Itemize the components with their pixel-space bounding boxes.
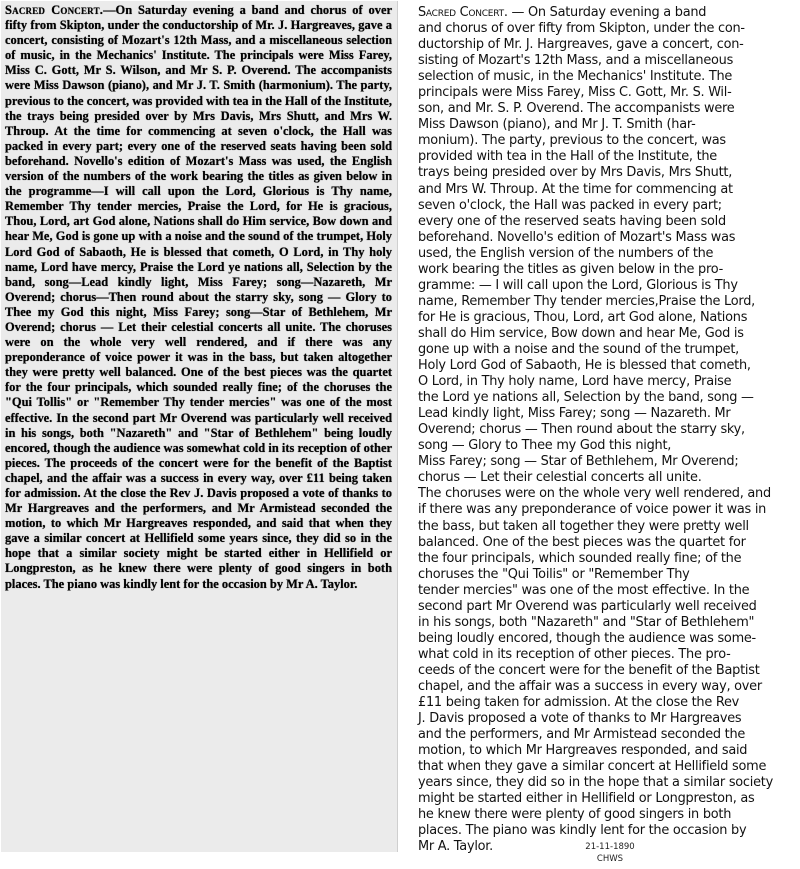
transcription-heading: Sacred Concert.: [418, 5, 508, 20]
article-date: 21-11-1890: [585, 842, 635, 852]
transcription: [418, 5, 792, 855]
transcription-body: — On Saturday evening a band and chorus of over fifty from Skipton, under the con- ductorship of Mr. J. Hargreaves, gave a concert, con- sisting of Mozart's 12th Mass, and a miscellaneous selection of music, in the Mechanics' Institute. The principals were Miss Farey, Miss C. Gott, Mr. S. Wil- son, and Mr. S. P. Overend. The accompanists were Miss Dawson (piano), and Mr J. T. Smith (har- monium). The party, previous to the concert, was provided with tea in the Hall of the Institute, the trays being presided over by Mrs Davis, Mrs Shutt, and Mrs W. Throup. At the time for commencing at seven o'clock, the Hall was packed in every part; every one of the reserved seats having been sold beforehand. Novello's edition of Mozart's Mass was used, the English version of the numbers of the work bearing the titles as given below in the pro- gramme: — I will call upon the Lord, Glorious is Thy name, Remember Thy tender mercies,Praise the Lord, for He is gracious, Thou, Lord, art God alone, Nations shall do Him service, Bow down and hear Me, God is gone up with a noise and the sound of the trumpet, Holy Lord God of Sabaoth, He is blessed that cometh, O Lord, in Thy holy name, Lord have mercy, Praise the Lord ye nations all, Selection by the band, song — Lead kindly light, Miss Farey; song — Nazareth. Mr Overend; chorus — Then round about the starry sky, song — Glory to Thee my God this night, Miss Farey; song — Star of Bethlehem, Mr Overend; chorus — Let their celestial concerts all unite. The choruses were on the whole very well rendered, and if there was any preponderance of voice power it was in the bass, but taken all together they were pretty well balanced. One of the best pieces was the quartet for the four principals, which sounded really fine; of the choruses the "Qui Toilis" or "Remember Thy tender mercies" was one of the most effective. In the second part Mr Overend was particularly well received in his songs, both "Nazareth" and "Star of Bethlehem" being loudly encored, though the audience was some- what cold in its reception of other pieces. The pro- ceeds of the concert were for the benefit of the Baptist chapel, and the affair was a success in every way, over £11 being taken for admission. At the close the Rev J. Davis proposed a vote of thanks to Mr Hargreaves and the performers, and Mr Armistead seconded the motion, to which Mr Hargreaves responded, and said that when they gave a similar concert at Hellifield some years since, they did so in the hope that a similar society might be started either in Hellifield or Longpreston, as he knew there were plenty of good singers in both places. The piano was kindly lent for the occasion by Mr A. Taylor.: [418, 5, 773, 855]
clipping-heading: Sacred Concert.: [5, 3, 104, 17]
source-credit: CHWS: [596, 854, 624, 864]
clipping-text: [5, 3, 392, 592]
newspaper-clipping-image: [1, 1, 398, 852]
clipping-body: —On Saturday evening a band and chorus of over fifty from Skipton, under the conductorship of Mr. J. Hargreaves, gave a concert, consisting of Mozart's 12th Mass, and a miscellaneous selection of music, in the Mechanics' Institute. The principals were Miss Farey, Miss C. Gott, Mr S. Wilson, and Mr S. P. Overend. The accompanists were Miss Dawson (piano), and Mr J. T. Smith (harmonium). The party, previous to the concert, was provided with tea in the Hall of the Institute, the trays being presided over by Mrs Davis, Mrs Shutt, and Mrs W. Throup. At the time for commencing at seven o'clock, the Hall was packed in every part; every one of the reserved seats having been sold beforehand. Novello's edition of Mozart's Mass was used, the English version of the numbers of the work bearing the titles as given below in the programme—I will call upon the Lord, Glorious is Thy name, Remember Thy tender mercies, Praise the Lord, for He is gracious, Thou, Lord, art God alone, Nations shall do Him service, Bow down and hear Me, God is gone up with a noise and the sound of the trumpet, Holy Lord God of Sabaoth, He is blessed that cometh, O Lord, in Thy holy name, Lord have mercy, Praise the Lord ye nations all, Selection by the band, song—Lead kindly light, Miss Farey; song—Nazareth, Mr Overend; chorus—Then round about the starry sky, song — Glory to Thee my God this night, Miss Farey; song—Star of Bethlehem, Mr Overend; chorus — Let their celestial concerts all unite. The choruses were on the whole very well rendered, and if there was any preponderance of voice power it was in the bass, but taken altogether they were pretty well balanced. One of the best pieces was the quartet for the four principals, which sounded really fine; of the choruses the "Qui Tollis" or "Remember Thy tender mercies" was one of the most effective. In the second part Mr Overend was particularly well received in his songs, both "Nazareth" and "Star of Bethlehem" being loudly encored, though the audience was somewhat cold in its reception of other pieces. The proceeds of the concert were for the benefit of the Baptist chapel, and the affair was a success in every way, over £11 being taken for admission. At the close the Rev J. Davis proposed a vote of thanks to Mr Hargreaves and the performers, and Mr Armistead seconded the motion, to which Mr Hargreaves responded, and said that when they gave a similar concert at Hellifield some years since, they did so in the hope that a similar society might be started either in Hellifield or Longpreston, as he knew there were plenty of good singers in both places. The piano was kindly lent for the occasion by Mr A. Taylor.: [5, 3, 392, 591]
